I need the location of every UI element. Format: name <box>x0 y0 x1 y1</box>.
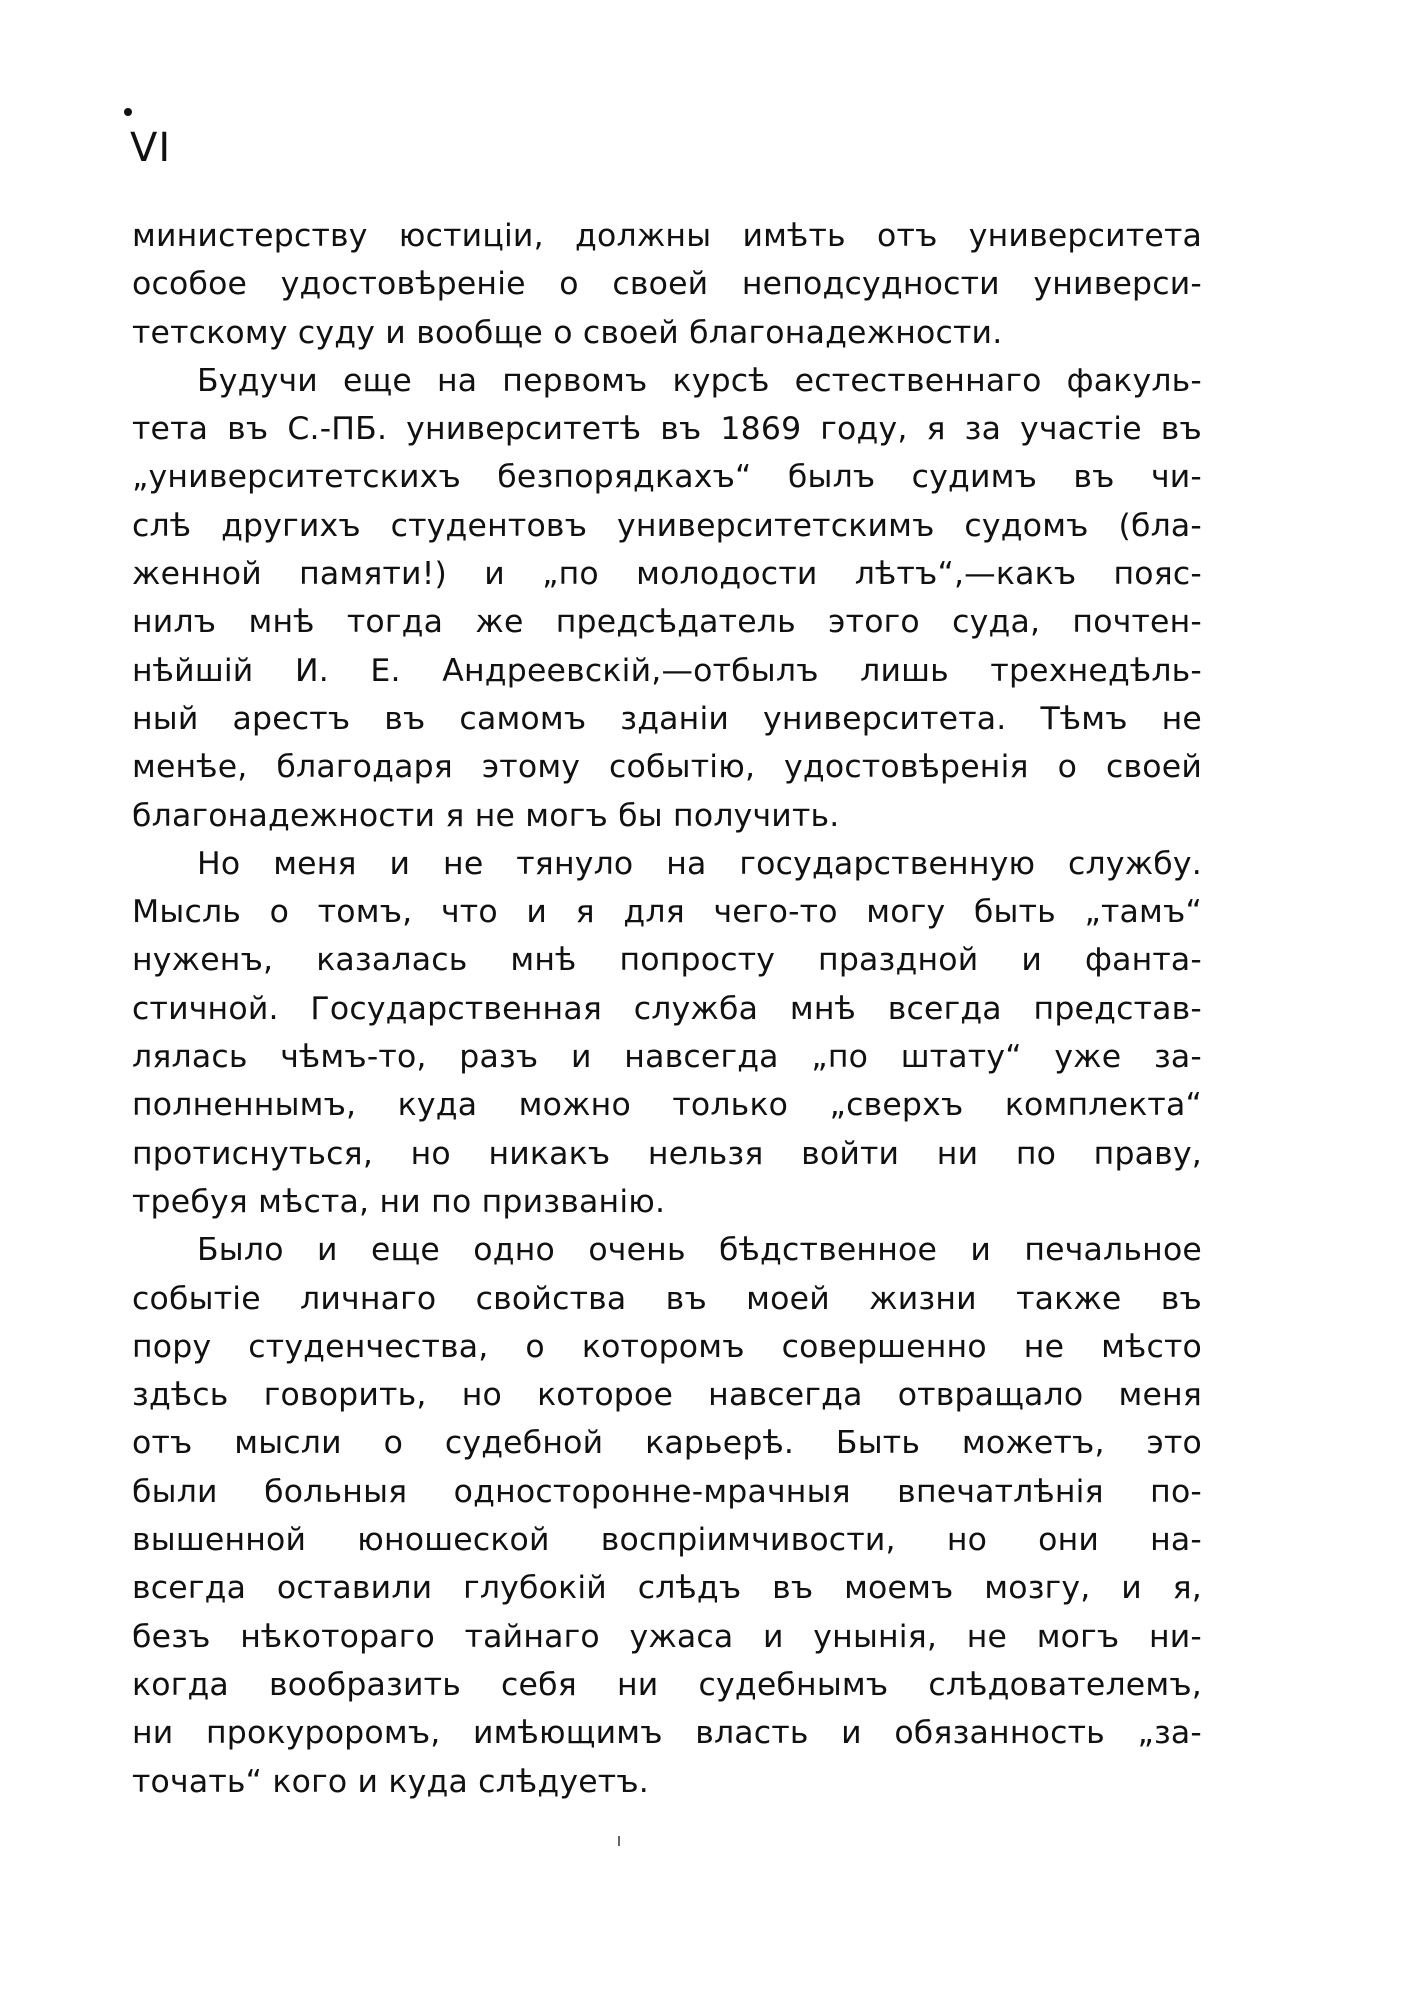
text-line: нилъ мнѣ тогда же предсѣдатель этого суда, почтен- <box>132 604 1202 641</box>
text-line: точать“ кого и куда слѣдуетъ. <box>132 1763 649 1800</box>
text-line: „университетскихъ безпорядкахъ“ былъ судимъ въ чи- <box>132 459 1202 496</box>
page-ink-mark <box>124 108 132 116</box>
text-line: нѣйшiй И. Е. Андреевскiй,—отбылъ лишь трехнедѣль- <box>132 652 1202 689</box>
text-line: лялась чѣмъ-то, разъ и навсегда „по штату“ уже за- <box>132 1039 1202 1076</box>
text-line: Было и еще одно очень бѣдственное и печальное <box>197 1232 1202 1269</box>
text-line: всегда оставили глубокiй слѣдъ въ моемъ мозгу, и я, <box>132 1570 1202 1607</box>
text-line: протиснуться, но никакъ нельзя войти ни по праву, <box>132 1135 1202 1172</box>
text-line: Но меня и не тянуло на государственную службу. <box>197 845 1202 882</box>
text-line: пору студенчества, о которомъ совершенно не мѣсто <box>132 1328 1202 1365</box>
paragraph-4 <box>132 1226 1202 1806</box>
scan-speck <box>618 1836 620 1846</box>
text-line: вышенной юношеской воспрiимчивости, но они на- <box>132 1522 1202 1559</box>
text-line: Будучи еще на первомъ курсѣ естественнаго факуль- <box>197 362 1202 399</box>
text-line: здѣсь говорить, но которое навсегда отвращало меня <box>132 1377 1202 1414</box>
text-line: женной памяти!) и „по молодости лѣтъ“,—какъ пояс- <box>132 556 1202 593</box>
text-line: стичной. Государственная служба мнѣ всегда представ- <box>132 990 1202 1027</box>
paragraph-3 <box>132 840 1202 1226</box>
body-text <box>132 212 1202 1806</box>
text-line: требуя мѣста, ни по призванiю. <box>132 1183 666 1220</box>
text-line: тетскому суду и вообще о своей благонадежности. <box>132 314 1003 351</box>
paragraph-2 <box>132 357 1202 840</box>
text-line: Мысль о томъ, что и я для чего-то могу быть „тамъ“ <box>132 894 1202 931</box>
text-line: слѣ другихъ студентовъ университетскимъ судомъ (бла- <box>132 507 1202 544</box>
text-line: особое удостовѣренiе о своей неподсудности универси- <box>132 266 1202 303</box>
text-line: министерству юстицiи, должны имѣть отъ университета <box>132 218 1202 254</box>
text-line: когда вообразить себя ни судебнымъ слѣдователемъ, <box>132 1666 1202 1703</box>
text-line: были больныя односторонне-мрачныя впечатлѣнiя по- <box>132 1473 1202 1510</box>
text-line: тета въ С.-ПБ. университетѣ въ 1869 году, я за участiе въ <box>132 411 1202 448</box>
text-line: благонадежности я не могъ бы получить. <box>132 797 840 834</box>
text-line: безъ нѣкотораго тайнаго ужаса и унынiя, не могъ ни- <box>132 1618 1202 1655</box>
text-line: ни прокуроромъ, имѣющимъ власть и обязанность „за- <box>132 1715 1202 1752</box>
page-number: VI <box>130 125 172 171</box>
text-line: полненнымъ, куда можно только „сверхъ комплекта“ <box>132 1087 1202 1124</box>
text-line: событiе личнаго свойства въ моей жизни также въ <box>132 1280 1202 1317</box>
text-line: отъ мысли о судебной карьерѣ. Быть можетъ, это <box>132 1425 1202 1462</box>
paragraph-1 <box>132 212 1202 357</box>
text-line: нуженъ, казалась мнѣ попросту праздной и фанта- <box>132 942 1202 979</box>
text-line: ный арестъ въ самомъ зданiи университета. Тѣмъ не <box>132 700 1202 737</box>
text-line: менѣе, благодаря этому событiю, удостовѣренiя о своей <box>132 749 1202 786</box>
